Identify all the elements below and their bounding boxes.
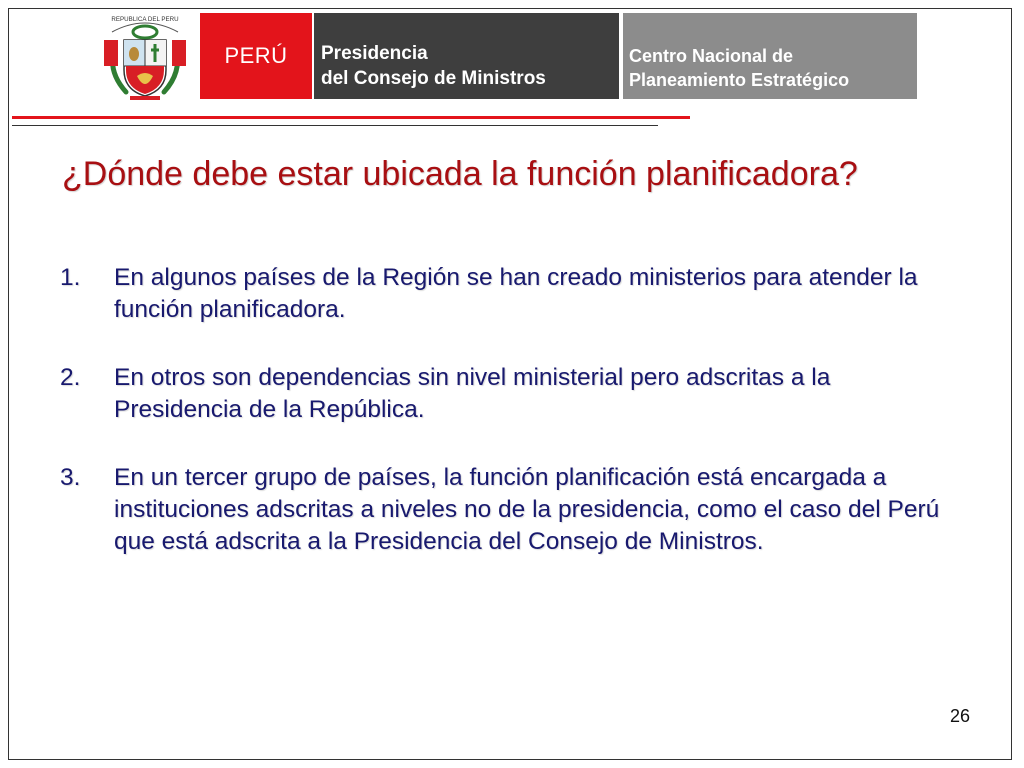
logo-arc-text: REPUBLICA DEL PERU (111, 16, 179, 23)
list-item-text: En otros son dependencias sin nivel ministerial pero adscritas a la Presidencia de la República. (114, 364, 831, 423)
pcm-line-2: del Consejo de Ministros (321, 68, 546, 89)
point-list (60, 262, 960, 594)
list-item (60, 362, 960, 426)
list-item-text: En un tercer grupo de países, la función planificación está encargada a instituciones adscritas a niveles no de la presidencia, como el caso del Perú que está adscrita a la Presidencia del Consejo de Ministros. (114, 464, 940, 555)
peru-label: PERÚ (224, 43, 288, 68)
list-item-number: 3. (60, 464, 81, 491)
header-divider-red (12, 116, 690, 119)
ceplan-brand-block (623, 13, 917, 99)
header-banner (0, 0, 1024, 130)
list-item-text: En algunos países de la Región se han creado ministerios para atender la función planificadora. (114, 264, 918, 323)
page-number: 26 (949, 706, 970, 726)
list-item-number: 1. (60, 264, 81, 291)
list-item (60, 462, 960, 558)
ceplan-line-1: Centro Nacional de (629, 46, 794, 66)
coat-of-arms-logo (100, 10, 190, 105)
pcm-line-1: Presidencia (321, 43, 428, 64)
list-item-number: 2. (60, 364, 81, 391)
pcm-brand-block (314, 13, 619, 99)
header-divider-black (12, 125, 658, 126)
ceplan-line-2: Planeamiento Estratégico (629, 70, 850, 90)
list-item (60, 262, 960, 326)
peru-brand-block (200, 13, 312, 99)
slide-title: ¿Dónde debe estar ubicada la función planificadora? (62, 155, 858, 193)
